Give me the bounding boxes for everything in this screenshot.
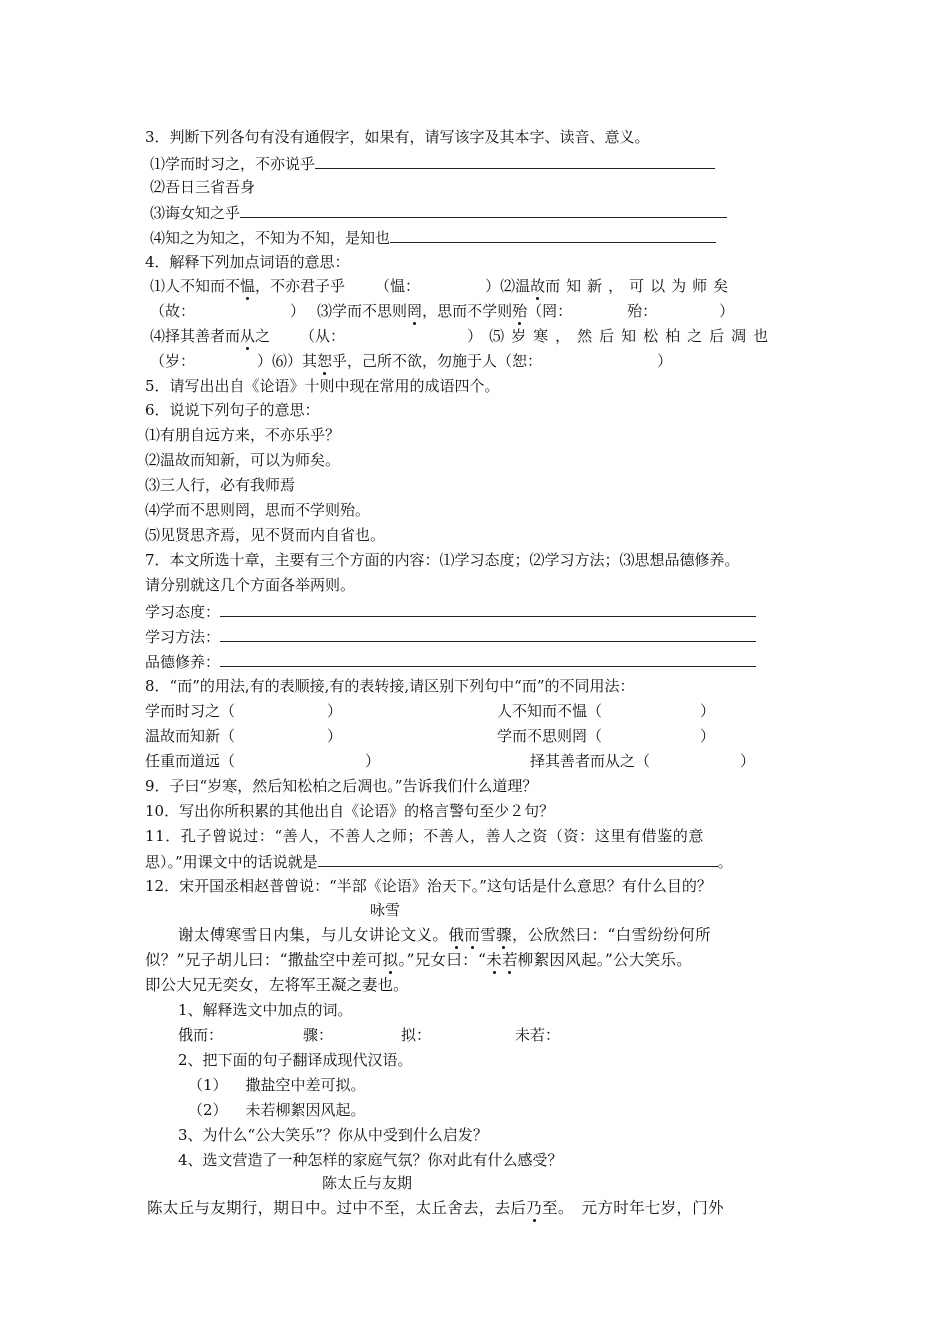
question-8-title: 8．“而”的用法,有的表顺接,有的表转接,请区别下列句中“而”的不同用法： — [145, 677, 635, 695]
q7-field-method: 学习方法： — [145, 625, 756, 649]
question-3-title: 3．判断下列各句有没有通假字，如果有，请写该字及其本字、读音、意义。 — [145, 128, 650, 146]
question-10: 10．写出你所积累的其他出自《论语》的格言警句至少２句？ — [145, 802, 555, 820]
question-5: 5．请写出出自《论语》十则中现在常用的成语四个。 — [145, 377, 500, 395]
answer-line[interactable] — [390, 226, 716, 243]
question-6-title: 6．说说下列句子的意思： — [145, 401, 320, 419]
q8-row3-left: 任重而道远（ ） — [145, 752, 381, 770]
q4-line-3: ⑷择其善者而从之 （从： ）⑸岁寒，然后知松柏之后凋也 — [150, 327, 776, 345]
yongxue-translate-1: （1） 撒盐空中差可拟。 — [188, 1076, 366, 1094]
yongxue-paragraph-line-3: 即公大兄无奕女，左将军王凝之妻也。 — [145, 976, 409, 994]
yongxue-translate-2: （2） 未若柳絮因风起。 — [188, 1101, 366, 1119]
q6-item-1: ⑴有朋自远方来，不亦乐乎？ — [145, 426, 341, 444]
q6-item-3: ⑶三人行，必有我师焉 — [145, 476, 296, 494]
q3-item-3: ⑶诲女知之乎 — [150, 201, 727, 225]
q6-item-2: ⑵温故而知新，可以为师矣。 — [145, 451, 341, 469]
yongxue-question-2: 2、把下面的句子翻译成现代汉语。 — [178, 1051, 413, 1069]
q3-item-2: ⑵吾日三省吾身 — [150, 178, 256, 196]
q8-row1-right: 人不知而不愠（ ） — [497, 702, 716, 720]
answer-line[interactable] — [318, 850, 718, 867]
answer-line[interactable] — [220, 625, 756, 642]
q3-item-4: ⑷知之为知之，不知为不知，是知也 — [150, 226, 716, 250]
answer-line[interactable] — [220, 600, 756, 617]
answer-line[interactable] — [315, 152, 715, 169]
q4-line-2: （故： ） ⑶学而不思则罔，思而不学则殆（罔： 殆： ） — [150, 302, 735, 320]
q7-field-morality: 品德修养： — [145, 650, 756, 674]
question-11-line-2: 思）。”用课文中的话说就是 。 — [145, 850, 733, 874]
question-11-line-1: 11．孔子曾说过：“善人，不善人之师；不善人，善人之资（资：这里有借鉴的意 — [145, 827, 704, 845]
yongxue-paragraph-line-1: 谢太傅寒雪日内集，与儿女讲论文义。俄而雪骤，公欣然曰：“白雪纷纷何所 — [178, 926, 712, 944]
q8-row1-left: 学而时习之（ ） — [145, 702, 343, 720]
question-4-title: 4．解释下列加点词语的意思： — [145, 253, 350, 271]
answer-line[interactable] — [240, 201, 727, 218]
yongxue-terms: 俄而： 骤： 拟： 未若： — [178, 1026, 561, 1044]
q4-line-4: （岁： ）⑹）其恕乎，己所不欲，勿施于人（恕： ） — [150, 352, 673, 370]
q6-item-4: ⑷学而不思则罔，思而不学则殆。 — [145, 501, 371, 519]
passage-title-yongxue: 咏雪 — [370, 901, 401, 919]
passage-title-chentaiqiu: 陈太丘与友期 — [322, 1174, 413, 1192]
yongxue-question-4: 4、选文营造了一种怎样的家庭气氛？你对此有什么感受？ — [178, 1151, 563, 1169]
yongxue-question-1: 1、解释选文中加点的词。 — [178, 1001, 353, 1019]
q6-item-5: ⑸见贤思齐焉，见不贤而内自省也。 — [145, 526, 386, 544]
q7-field-attitude: 学习态度： — [145, 600, 756, 624]
question-12: 12．宋开国丞相赵普曾说：“半部《论语》治天下。”这句话是什么意思？有什么目的？ — [145, 877, 712, 895]
chentaiqiu-paragraph-line-1: 陈太丘与友期行，期日中。过中不至，太丘舍去，去后乃至。 元方时年七岁，门外 — [147, 1199, 724, 1217]
question-7-line-1: 7．本文所选十章，主要有三个方面的内容：⑴学习态度；⑵学习方法；⑶思想品德修养。 — [145, 551, 740, 569]
q8-row3-right: 择其善者而从之（ ） — [530, 752, 756, 770]
q8-row2-right: 学而不思则罔（ ） — [497, 727, 716, 745]
question-9: 9．子曰“岁寒，然后知松柏之后凋也。”告诉我们什么道理？ — [145, 777, 538, 795]
question-7-line-2: 请分别就这几个方面各举两则。 — [145, 576, 356, 594]
answer-line[interactable] — [220, 650, 756, 667]
q3-item-1: ⑴学而时习之，不亦说乎 — [150, 152, 715, 176]
yongxue-paragraph-line-2: 似？”兄子胡儿曰：“撒盐空中差可拟。”兄女曰：“未若柳絮因风起。”公大笑乐。 — [145, 951, 693, 969]
q8-row2-left: 温故而知新（ ） — [145, 727, 343, 745]
yongxue-question-3: 3、为什么“公大笑乐”？你从中受到什么启发？ — [178, 1126, 488, 1144]
q4-line-1: ⑴人不知而不愠，不亦君子乎 （愠： ）⑵温故而知新，可以为师矣 — [150, 277, 735, 295]
